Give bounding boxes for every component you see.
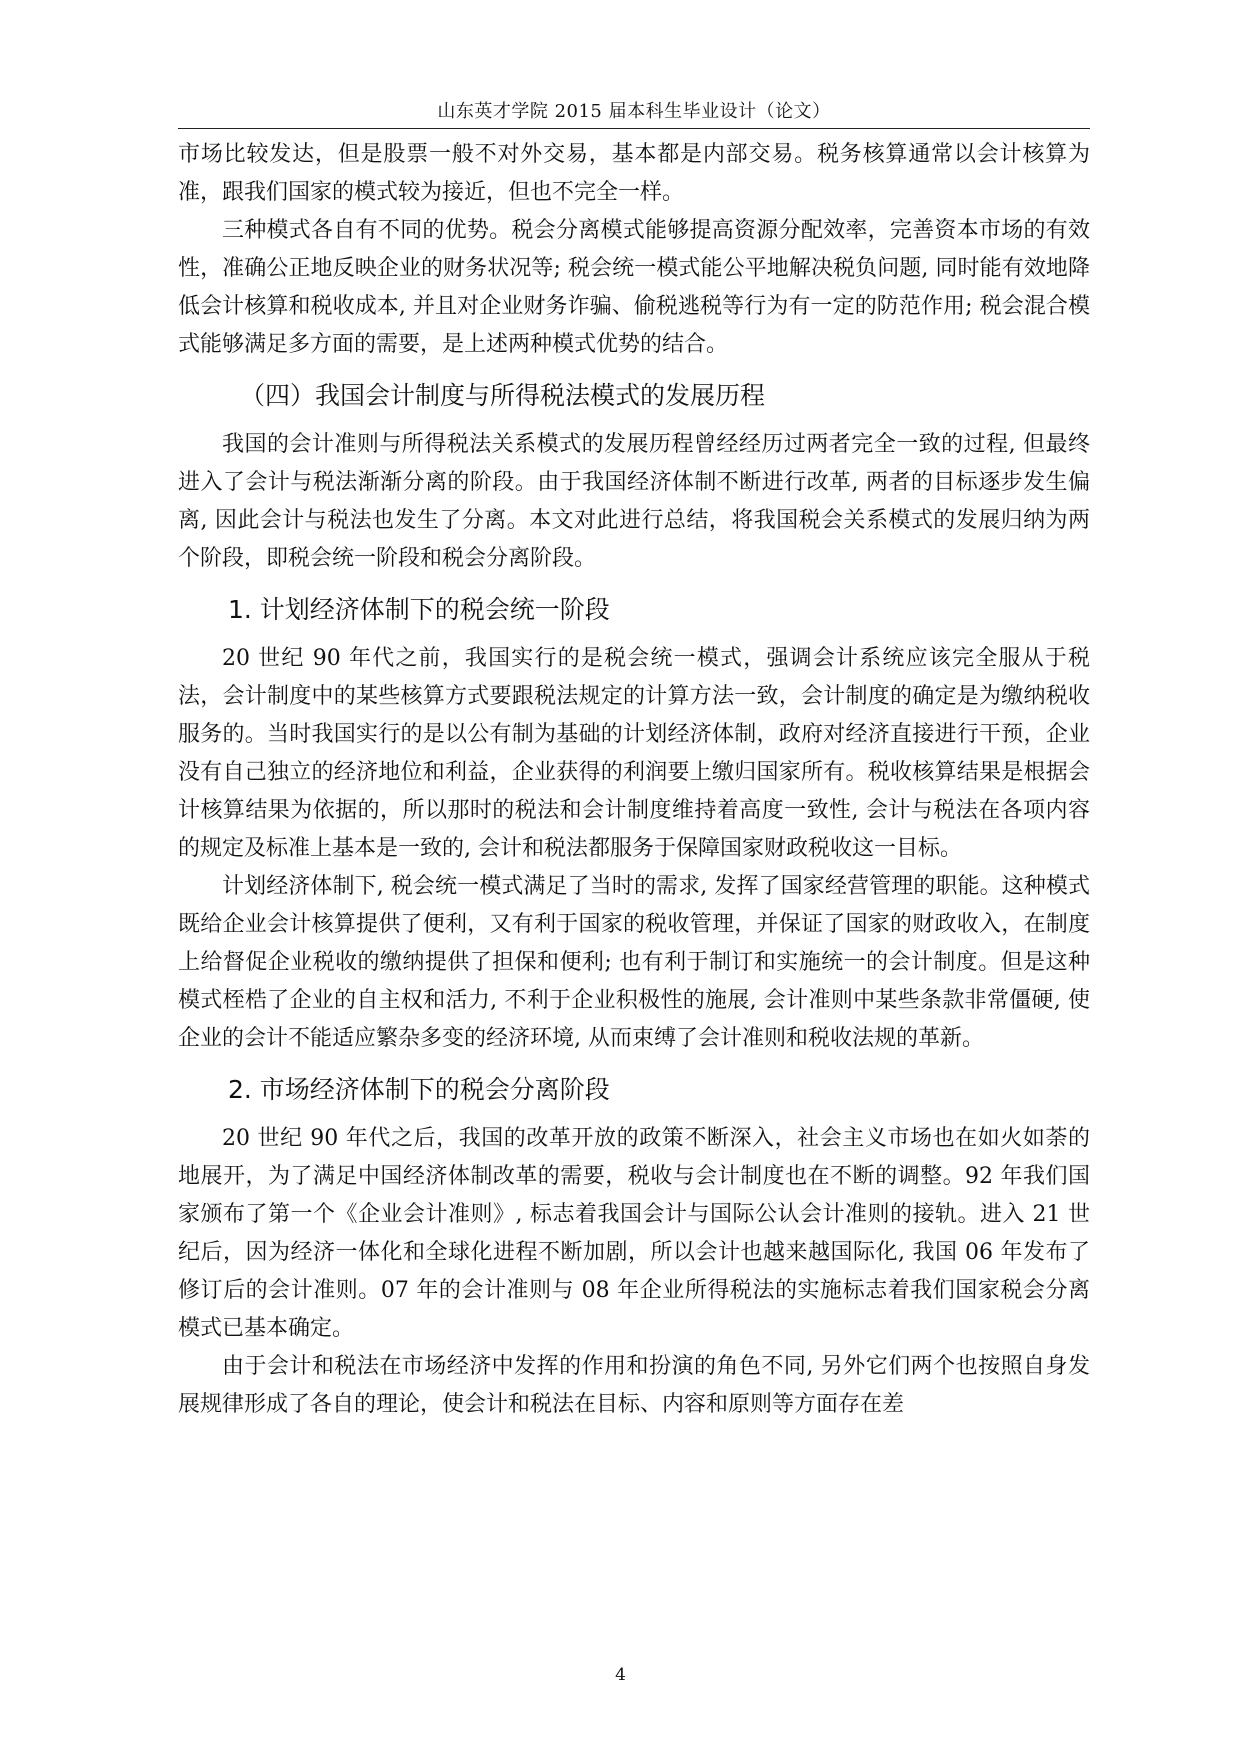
paragraph-market-economy: 20 世纪 90 年代之后，我国的改革开放的政策不断深入，社会主义市场也在如火如荼的地展开，为了满足中国经济体制改革的需要，税收与会计制度也在不断的调整。92 年我们国家颁布了第一个《企业会计准则》, 标志着我国会计与国际公认会计准则的接轨。进入 21 世纪后，因为经济一体化和全球化进程不断加剧，所以会计也越来越国际化, 我国 06 年发布了修订后的会计准则。07 年的会计准则与 08 年企业所得税法的实施标志着我们国家税会分离模式已基本确定。: [178, 1126, 1090, 1341]
paragraph-planned-economy: 20 世纪 90 年代之前，我国实行的是税会统一模式，强调会计系统应该完全服从于税法，会计制度中的某些核算方式要跟税法规定的计算方法一致，会计制度的确定是为缴纳税收服务的。当时我国实行的是以公有制为基础的计划经济体制，政府对经济直接进行干预，企业没有自己独立的经济地位和利益，企业获得的利润要上缴归国家所有。税收核算结果是根据会计核算结果为依据的，所以那时的税法和会计制度维持着高度一致性, 会计与税法在各项内容的规定及标准上基本是一致的, 会计和税法都服务于保障国家财政税收这一目标。: [178, 646, 1090, 861]
paragraph-planned-economy-evaluation: 计划经济体制下, 税会统一模式满足了当时的需求, 发挥了国家经营管理的职能。这种模式既给企业会计核算提供了便利，又有利于国家的税收管理，并保证了国家的财政收入，在制度上给督促企业税收的缴纳提供了担保和便利; 也有利于制订和实施统一的会计制度。但是这种模式桎梏了企业的自主权和活力, 不利于企业积极性的施展, 会计准则中某些条款非常僵硬, 使企业的会计不能适应繁杂多变的经济环境, 从而束缚了会计准则和税收法规的革新。: [178, 874, 1090, 1051]
paragraph-differences: 由于会计和税法在市场经济中发挥的作用和扮演的角色不同, 另外它们两个也按照自身发展规律形成了各自的理论，使会计和税法在目标、内容和原则等方面存在差: [178, 1354, 1090, 1417]
section-heading: （四）我国会计制度与所得税法模式的发展历程: [240, 381, 766, 410]
page-number: 4: [615, 1665, 626, 1685]
header-rule: [178, 128, 1090, 129]
paragraph-development-overview: 我国的会计准则与所得税法关系模式的发展历程曾经经历过两者完全一致的过程, 但最终进入了会计与税法渐渐分离的阶段。由于我国经济体制不断进行改革, 两者的目标逐步发生偏离, 因此会计与税法也发生了分离。本文对此进行总结，将我国税会关系模式的发展归纳为两个阶段，即税会统一阶段和税会分离阶段。: [178, 432, 1090, 571]
subsection-heading-1: 1. 计划经济体制下的税会统一阶段: [228, 595, 610, 624]
paragraph-model-advantages: 三种模式各自有不同的优势。税会分离模式能够提高资源分配效率，完善资本市场的有效性，准确公正地反映企业的财务状况等; 税会统一模式能公平地解决税负问题, 同时能有效地降低会计核算和税收成本, 并且对企业财务诈骗、偷税逃税等行为有一定的防范作用; 税会混合模式能够满足多方面的需要，是上述两种模式优势的结合。: [178, 218, 1090, 357]
page-body: [178, 136, 1090, 1424]
paragraph-continued: 市场比较发达，但是股票一般不对外交易，基本都是内部交易。税务核算通常以会计核算为准，跟我们国家的模式较为接近，但也不完全一样。: [178, 142, 1090, 205]
running-header: 山东英才学院 2015 届本科生毕业设计（论文）: [437, 101, 831, 122]
subsection-heading-2: 2. 市场经济体制下的税会分离阶段: [228, 1075, 610, 1104]
